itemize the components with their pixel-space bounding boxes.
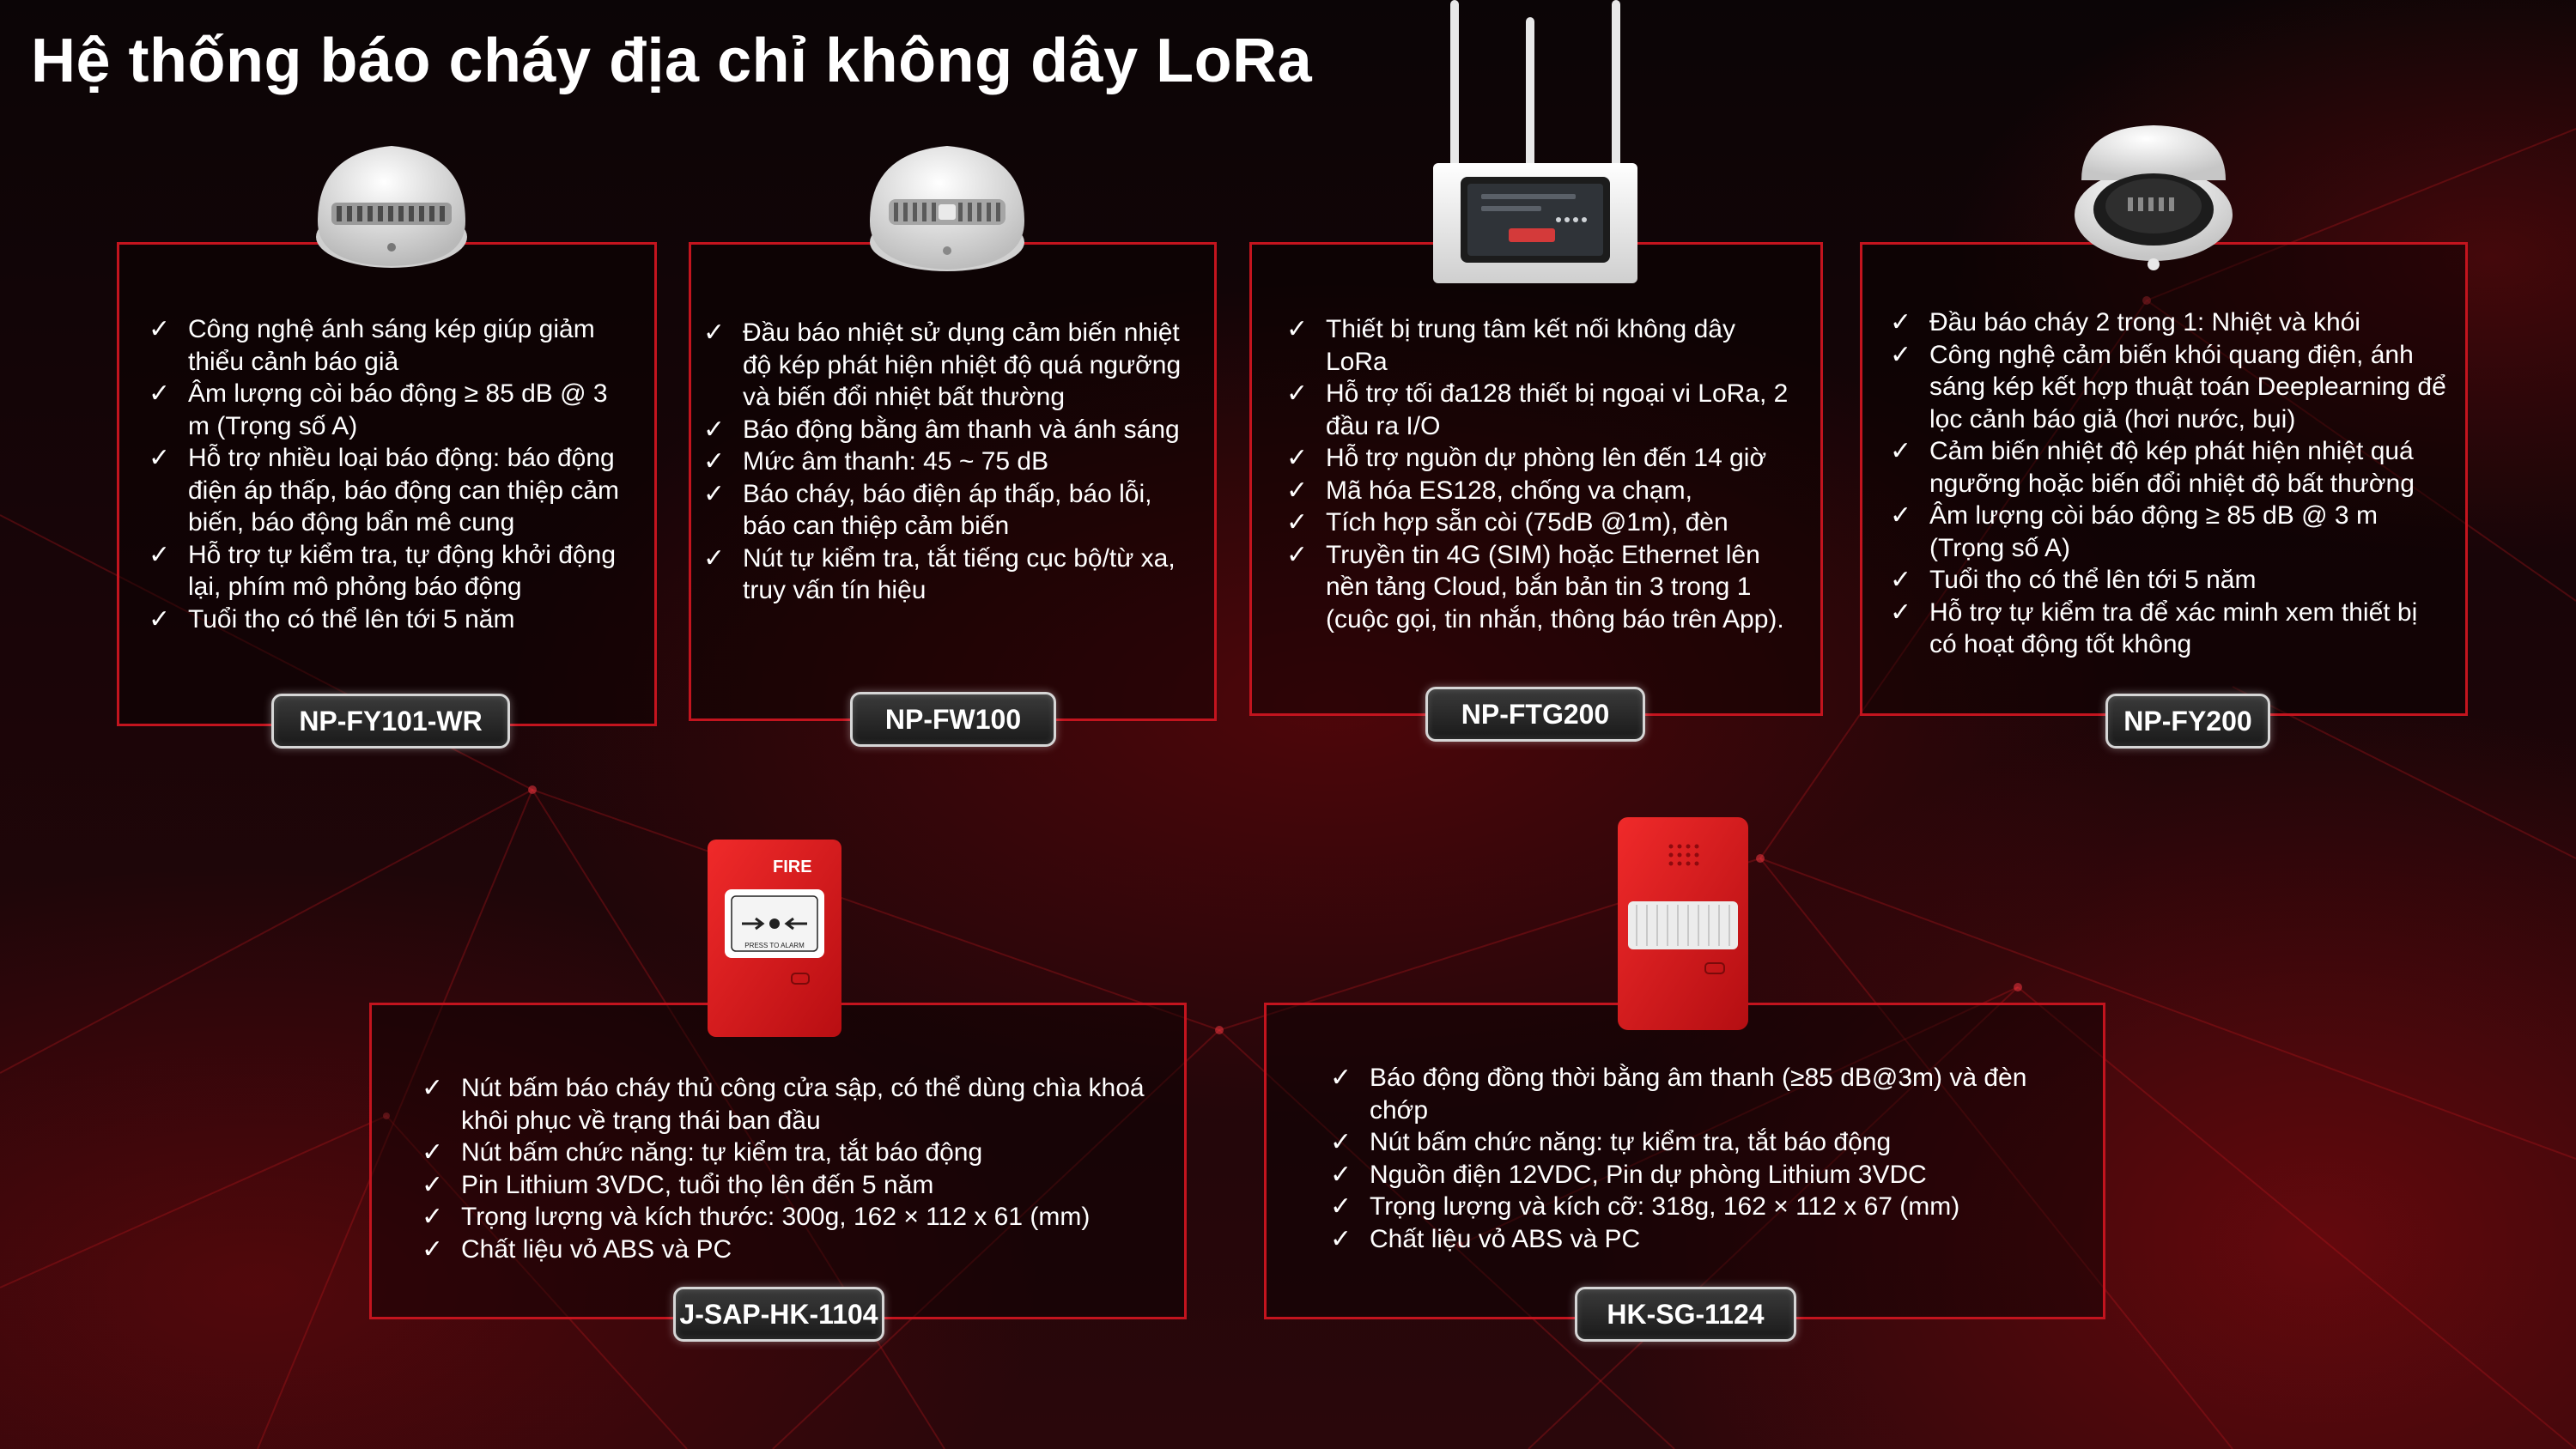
check-icon: ✓ [1286, 379, 1309, 408]
check-icon: ✓ [1330, 1128, 1352, 1156]
check-icon: ✓ [1890, 501, 1912, 530]
check-icon: ✓ [422, 1074, 444, 1102]
feature-item: ✓ Nút bấm chức năng: tự kiểm tra, tắt báo động [1330, 1126, 2086, 1159]
feature-item: ✓ Âm lượng còi báo động ≥ 85 dB @ 3 m (Trọng số A) [1890, 501, 2378, 562]
check-icon: ✓ [149, 540, 171, 569]
feature-item: ✓ Nút bấm chức năng: tự kiểm tra, tắt báo động [422, 1137, 1177, 1169]
model-badge-np-ftg200: NP-FTG200 [1425, 687, 1645, 742]
feature-item: ✓ Hỗ trợ tự kiểm tra, tự động khởi động lại, phím mô phỏng báo động [149, 540, 617, 601]
check-icon: ✓ [149, 379, 171, 408]
check-icon: ✓ [422, 1170, 444, 1199]
check-icon: ✓ [1286, 508, 1309, 537]
feature-item: ✓ Pin Lithium 3VDC, tuổi thọ lên đến 5 năm [422, 1169, 1177, 1202]
check-icon: ✓ [149, 315, 171, 343]
check-icon: ✓ [1890, 340, 1912, 369]
feature-item: ✓ Báo cháy, báo điện áp thấp, báo lỗi, báo can thiệp cảm biến [703, 479, 1152, 540]
feature-list [1890, 306, 2448, 661]
check-icon: ✓ [703, 447, 726, 476]
smoke-detector-icon [309, 136, 474, 282]
product-card-j-sap-hk-1104 [369, 1003, 1187, 1319]
feature-item: ✓ Hỗ trợ tự kiểm tra để xác minh xem thiết bị có hoạt động tốt không [1890, 597, 2418, 658]
page-title: Hệ thống báo cháy địa chỉ không dây LoRa [31, 27, 1313, 95]
check-icon: ✓ [703, 543, 726, 573]
feature-item: ✓ Đầu báo cháy 2 trong 1: Nhiệt và khói [1890, 306, 2448, 339]
check-icon: ✓ [1890, 437, 1912, 465]
feature-item: ✓ Công nghệ ánh sáng kép giúp giảm thiểu cảnh báo giả [149, 315, 595, 376]
press-to-alarm-label: PRESS TO ALARM [744, 942, 805, 949]
check-icon: ✓ [1890, 597, 1912, 627]
fire-label: FIRE [773, 858, 812, 876]
model-badge-hk-sg-1124: HK-SG-1124 [1575, 1287, 1796, 1342]
combo-detector-icon [2069, 120, 2238, 275]
feature-item: ✓ Nguồn điện 12VDC, Pin dự phòng Lithium 3VDC [1330, 1159, 2086, 1191]
feature-list [1330, 1062, 2086, 1255]
manual-call-point-icon [706, 838, 843, 1039]
product-card-np-fw100 [689, 242, 1217, 721]
check-icon: ✓ [422, 1138, 444, 1167]
model-badge-j-sap-hk-1104: J-SAP-HK-1104 [673, 1287, 884, 1342]
feature-item: ✓ Đầu báo nhiệt sử dụng cảm biến nhiệt độ kép phát hiện nhiệt độ quá ngưỡng và biến đổi nhiệt bất thường [703, 318, 1182, 411]
check-icon: ✓ [703, 415, 726, 444]
model-badge-np-fy200: NP-FY200 [2105, 694, 2270, 749]
feature-item: ✓ Hỗ trợ tối đa128 thiết bị ngoại vi LoRa, 2 đầu ra I/O [1286, 379, 1789, 440]
feature-item: ✓ Báo động bằng âm thanh và ánh sáng [703, 414, 1201, 446]
product-card-np-fy200 [1860, 242, 2468, 716]
feature-item: ✓ Trọng lượng và kích thước: 300g, 162 × 112 x 61 (mm) [422, 1201, 1177, 1234]
check-icon: ✓ [1286, 476, 1309, 505]
check-icon: ✓ [149, 604, 171, 634]
check-icon: ✓ [703, 479, 726, 508]
feature-item: ✓ Chất liệu vỏ ABS và PC [422, 1234, 1177, 1266]
model-badge-np-fy101-wr: NP-FY101-WR [271, 694, 510, 749]
check-icon: ✓ [422, 1203, 444, 1231]
check-icon: ✓ [1330, 1160, 1352, 1189]
feature-item: ✓ Chất liệu vỏ ABS và PC [1330, 1223, 2086, 1256]
check-icon: ✓ [1286, 540, 1309, 569]
check-icon: ✓ [1890, 308, 1912, 336]
feature-item: ✓ Âm lượng còi báo động ≥ 85 dB @ 3 m (Trọng số A) [149, 379, 608, 440]
feature-item: ✓ Công nghệ cảm biến khói quang điện, ánh sáng kép kết hợp thuật toán Deeplearning để lọc cảnh báo giả (hơi nước, bụi) [1890, 340, 2446, 433]
check-icon: ✓ [1330, 1224, 1352, 1253]
check-icon: ✓ [1286, 444, 1309, 472]
check-icon: ✓ [149, 444, 171, 472]
feature-item: ✓ Tuổi thọ có thể lên tới 5 năm [149, 603, 629, 636]
feature-item: ✓ Tích hợp sẵn còi (75dB @1m), đèn [1286, 506, 1801, 539]
feature-item: ✓ Truyền tin 4G (SIM) hoặc Ethernet lên nền tảng Cloud, bắn bản tin 3 trong 1 (cuộc gọi, tin nhắn, thông báo trên App). [1286, 540, 1784, 634]
gateway-icon [1430, 0, 1641, 292]
feature-list [1286, 313, 1801, 635]
feature-list [422, 1072, 1177, 1265]
check-icon: ✓ [1330, 1192, 1352, 1221]
feature-item: ✓ Hỗ trợ nhiều loại báo động: báo động điện áp thấp, báo động can thiệp cảm biến, báo động bẩn mê cung [149, 444, 620, 537]
feature-item: ✓ Nút tự kiểm tra, tắt tiếng cục bộ/từ xa, truy vấn tín hiệu [703, 543, 1176, 604]
feature-item: ✓ Cảm biến nhiệt độ kép phát hiện nhiệt quá ngưỡng hoặc biến đổi nhiệt độ bất thường [1890, 437, 2415, 498]
check-icon: ✓ [1330, 1064, 1352, 1092]
feature-item: ✓ Mức âm thanh: 45 ~ 75 dB [703, 446, 1201, 478]
feature-list [703, 317, 1201, 607]
heat-detector-icon [863, 137, 1031, 283]
feature-item: ✓ Mã hóa ES128, chống va chạm, [1286, 475, 1801, 507]
check-icon: ✓ [1286, 315, 1309, 343]
feature-item: ✓ Báo động đồng thời bằng âm thanh (≥85 dB@3m) và đèn chớp [1330, 1064, 2027, 1125]
feature-item: ✓ Tuổi thọ có thể lên tới 5 năm [1890, 564, 2448, 597]
model-badge-np-fw100: NP-FW100 [850, 692, 1056, 747]
sounder-strobe-icon [1616, 815, 1750, 1032]
product-card-hk-sg-1124 [1264, 1003, 2105, 1319]
feature-item: ✓ Trọng lượng và kích cỡ: 318g, 162 × 112 x 67 (mm) [1330, 1191, 2086, 1223]
feature-item: ✓ Nút bấm báo cháy thủ công cửa sập, có thể dùng chìa khoá khôi phục về trạng thái ban đầu [422, 1074, 1145, 1135]
feature-item: ✓ Hỗ trợ nguồn dự phòng lên đến 14 giờ [1286, 442, 1801, 475]
feature-list [149, 313, 629, 635]
product-card-np-fy101-wr [117, 242, 657, 726]
product-card-np-ftg200 [1249, 242, 1823, 716]
feature-item: ✓ Thiết bị trung tâm kết nối không dây LoRa [1286, 315, 1735, 376]
check-icon: ✓ [422, 1234, 444, 1264]
check-icon: ✓ [703, 318, 726, 347]
check-icon: ✓ [1890, 566, 1912, 594]
